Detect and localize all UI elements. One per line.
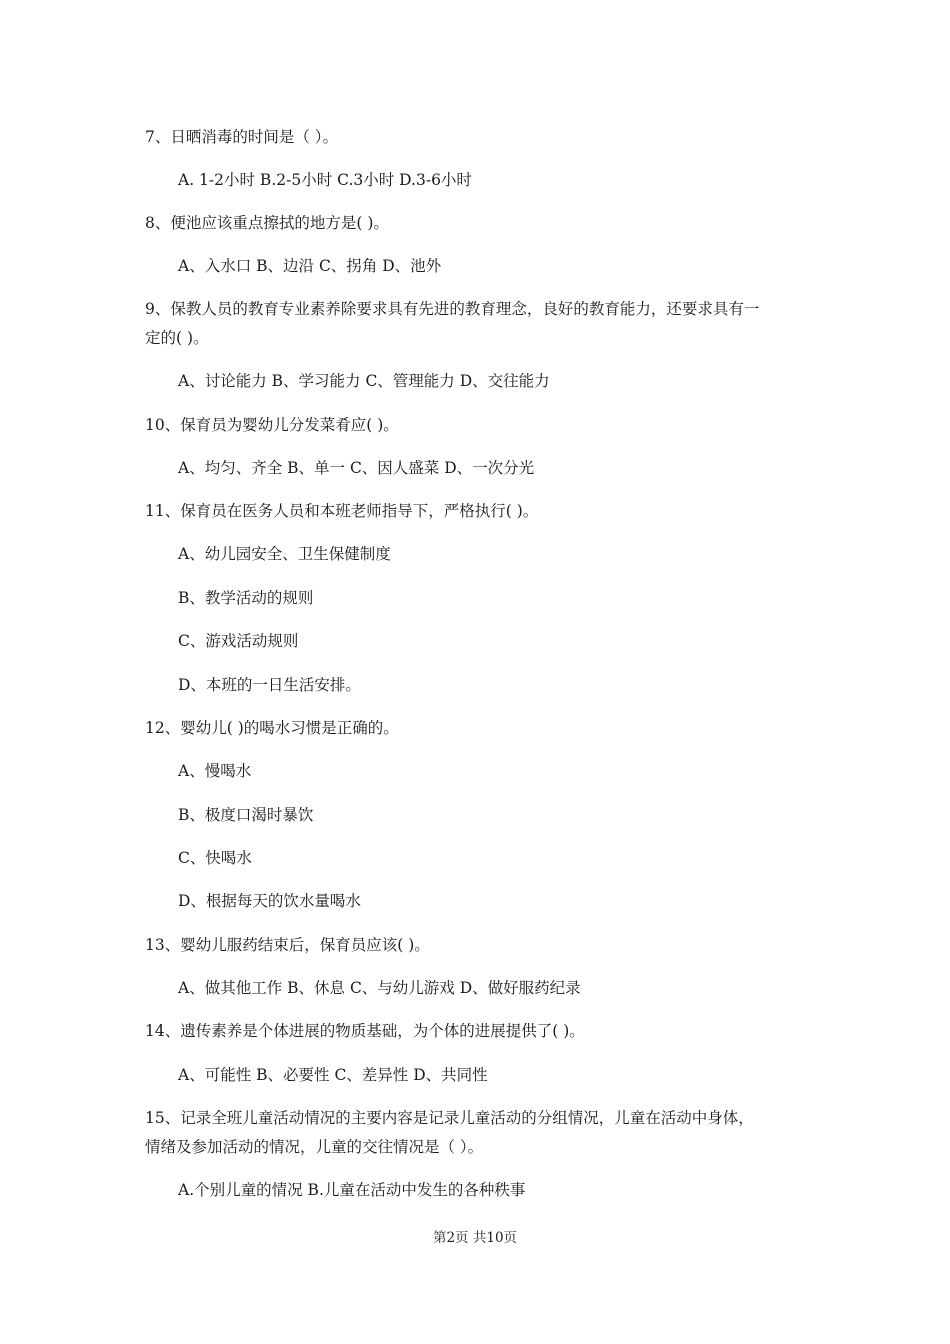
question-12-stem: 12、婴幼儿( )的喝水习惯是正确的。 [145,719,399,737]
question-11-option-b: B、教学活动的规则 [178,589,314,607]
question-15-stem-line-1: 15、记录全班儿童活动情况的主要内容是记录儿童活动的分组情况，儿童在活动中身体， [145,1109,754,1127]
question-9-stem-line-1: 9、保教人员的教育专业素养除要求具有先进的教育理念，良好的教育能力，还要求具有一 [145,300,760,318]
question-7-stem: 7、日晒消毒的时间是（ ）。 [145,128,339,146]
question-12-option-c: C、快喝水 [178,849,252,867]
question-7-options: A. 1-2小时 B.2-5小时 C.3小时 D.3-6小时 [178,171,472,189]
question-12-option-d: D、根据每天的饮水量喝水 [178,892,361,910]
question-15-options: A.个别儿童的情况 B.儿童在活动中发生的各种秩事 [178,1181,526,1199]
question-14-options: A、可能性 B、必要性 C、差异性 D、共同性 [178,1066,488,1084]
question-11-stem: 11、保育员在医务人员和本班老师指导下，严格执行( )。 [145,502,539,520]
question-10-stem: 10、保育员为婴幼儿分发菜肴应( )。 [145,416,399,434]
question-14-stem: 14、遗传素养是个体进展的物质基础，为个体的进展提供了( )。 [145,1022,585,1040]
question-9-stem-line-2: 定的( )。 [145,329,209,347]
question-15-stem-line-2: 情绪及参加活动的情况，儿童的交往情况是（ ）。 [145,1138,484,1156]
question-12-option-b: B、极度口渴时暴饮 [178,806,314,824]
question-13-stem: 13、婴幼儿服药结束后，保育员应该( )。 [145,936,430,954]
question-9-options: A、讨论能力 B、学习能力 C、管理能力 D、交往能力 [178,372,550,390]
question-11-option-c: C、游戏活动规则 [178,632,299,650]
question-11-option-d: D、本班的一日生活安排。 [178,676,361,694]
question-11-option-a: A、幼儿园安全、卫生保健制度 [178,545,391,563]
question-8-stem: 8、便池应该重点擦拭的地方是( )。 [145,214,389,232]
question-12-option-a: A、慢喝水 [178,762,252,780]
page-number-footer: 第2页 共10页 [432,1230,518,1246]
question-8-options: A、入水口 B、边沿 C、拐角 D、池外 [178,257,442,275]
question-10-options: A、均匀、齐全 B、单一 C、因人盛菜 D、一次分光 [178,459,535,477]
question-13-options: A、做其他工作 B、休息 C、与幼儿游戏 D、做好服药纪录 [178,979,581,997]
